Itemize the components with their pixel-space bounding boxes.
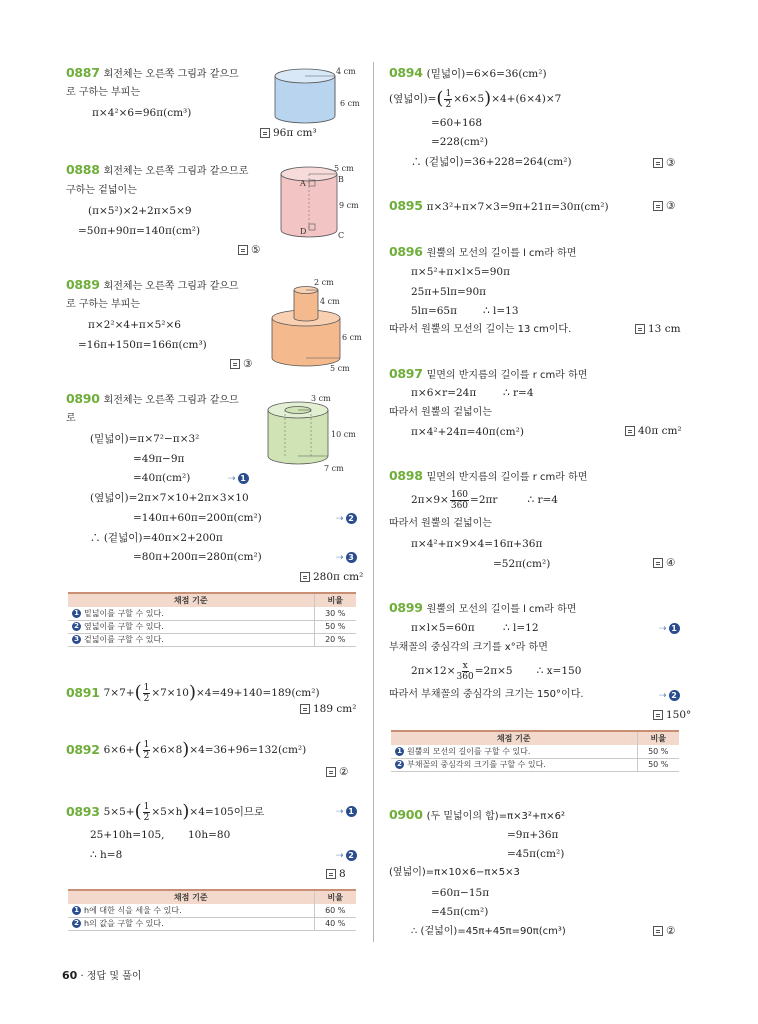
table-row: 1 h에 대한 식을 세울 수 있다. 60 % [68, 904, 356, 917]
equation: 25+10h=105, [90, 829, 165, 841]
problem-number: 0899 [389, 600, 423, 615]
step-marker: ⇢ 1 [336, 806, 357, 817]
radius-label: 5 cm [330, 364, 350, 373]
explanation-line: 원뿔의 모선의 길이를 l cm라 하면 [426, 248, 577, 259]
table-row: 3 겉넓이를 구할 수 있다. 20 % [68, 633, 356, 646]
answer: 8 [326, 868, 346, 880]
height-label: 6 cm [342, 333, 362, 342]
problem-number: 0887 [66, 65, 100, 80]
problem-number: 0888 [66, 162, 100, 177]
explanation-line: 밑면의 반지름의 길이를 r cm라 하면 [426, 370, 588, 381]
problem-number: 0900 [389, 807, 423, 822]
hollow-cylinder-figure [264, 392, 364, 476]
height-label: 10 cm [331, 430, 356, 439]
answer: ③ [230, 358, 252, 370]
grading-table-0893 [68, 889, 356, 931]
stacked-cylinder-figure [268, 278, 368, 374]
table-row: 2 부채꼴의 중심각의 크기를 구할 수 있다. 50 % [391, 758, 679, 771]
equation: π×5²+π×l×5=90π [411, 266, 510, 278]
explanation-line: 로 [66, 413, 76, 424]
table-row: 2 h의 값을 구할 수 있다. 40 % [68, 917, 356, 930]
problem-number: 0889 [66, 277, 100, 292]
page-footer [62, 967, 142, 982]
step-marker: ⇢ 2 [659, 690, 680, 701]
equation: =40π(cm²) [133, 472, 191, 484]
problem-number: 0896 [389, 244, 423, 259]
equation: (π×5²)×2+2π×5×9 [88, 205, 192, 217]
explanation-line: 로 구하는 부피는 [66, 87, 140, 98]
point-label: D [300, 227, 307, 236]
answer: ③ [653, 200, 675, 212]
cylinder-figure [270, 66, 365, 128]
equation: ∴ (겉넓이)=36+228=264(cm²) [411, 156, 572, 168]
equation: =9π+36π [507, 829, 559, 841]
right-column: 0894 (밑넓이)=6×6=36(cm²) (옆넓이)= ( $\frac{1}{2}$ ×6×5 ) ×4+(6×4)×7 =60+168 =228(cm²) ∴ (겉넓이)=36+228=264(cm²) ③ 0895 π×3²+π×7×3=9π+21π=30π(cm²) ③ 0896 원뿔의 모선의 길이를 l cm라 하면 π×5²+π×l×5=90π 25π+5lπ=90π 5lπ=65π ∴ l=13 따라서 원뿔의 모선의 길이는 13 cm이다. 13 cm 0897 밑면의 반지름의 길이를 r cm라 하면 π×6×r=24π ∴ r=4 따라서 원뿔의 겉넓이는 π×4²+24π=40π(cm²) 40π cm² 0898 밑면의 반지름의 길이를 r cm라 하면 2π×9× $\frac{160}{360}$ =2πr ∴ r=4 따라서 원뿔의 겉넓이는 π×4²+π×9×4=16π+36π =52π(cm²) ④ 0899 원뿔의 모선의 길이를 l cm라 하면 π×l×5=60π ∴ l=12 ⇢ 1 부채꼴의 중심각의 크기를 x°라 하면 2π×12× $\frac{x}{360}$ =2π×5 ∴ x=150 따라서 부채꼴의 중심각의 크기는 150°이다. ⇢ 2 150° 채점 기준 비율 1 원뿔의 모선의 길이를 구할 수 있다. 50 % 2 부채꼴의 중심각의 크기를 구할 수 있다. 50 % 0900 (두 밑넓이의 합)=π×3²+π×6² =9π+36π =45π(cm²) (옆넓이)=π×10×6−π×5×3 =60π−15π =45π(cm²) ∴ (겉넓이)=45π+45π=90π(cm³) ② [389, 65, 692, 937]
equation: =228(cm²) [431, 136, 489, 148]
answer-icon [625, 426, 635, 436]
equation: (옆넓이)=π×10×6−π×5×3 [389, 867, 520, 878]
problem-number: 0891 [66, 685, 100, 700]
problem-number: 0897 [389, 366, 423, 381]
equation: =50π+90π=140π(cm²) [78, 225, 201, 237]
equation: ∴ (겉넓이)=40π×2+200π [90, 532, 223, 544]
equation: 25π+5lπ=90π [411, 286, 487, 298]
table-row: 1 밑넓이를 구할 수 있다. 30 % [68, 607, 356, 620]
equation: ∴ l=13 [483, 305, 519, 317]
height-label: 9 cm [339, 201, 359, 210]
table-header: 비율 [637, 731, 679, 745]
answer: ③ [653, 157, 675, 169]
table-header: 채점 기준 [68, 593, 314, 607]
problem-number: 0890 [66, 391, 100, 406]
equation: =60+168 [431, 117, 482, 129]
equation: ∴ (겉넓이)=45π+45π=90π(cm³) [411, 926, 566, 937]
radius-label: 7 cm [324, 464, 344, 473]
answer: 96π cm³ [260, 127, 317, 139]
answer-icon [260, 128, 270, 138]
table-header: 채점 기준 [391, 731, 637, 745]
equation: (밑넓이)=π×7²−π×3² [90, 433, 200, 445]
step-marker: ⇢ 1 [228, 473, 249, 484]
equation: 6×6+ [103, 744, 135, 756]
answer: ② [326, 766, 348, 778]
answer: 13 cm [635, 323, 681, 335]
answer-icon [238, 245, 248, 255]
equation: π×3²+π×7×3=9π+21π=30π(cm²) [426, 201, 609, 213]
equation: (밑넓이)=6×6=36(cm²) [426, 68, 547, 80]
equation: 5lπ=65π [411, 305, 457, 317]
step-marker: ⇢ 1 [659, 623, 680, 634]
equation: (옆넓이)= [389, 93, 437, 105]
footer-title: 정답 및 풀이 [86, 971, 142, 982]
point-label: B [338, 175, 344, 184]
table-header: 비율 [314, 890, 356, 904]
answer-icon [230, 359, 240, 369]
explanation-line: 따라서 원뿔의 모선의 길이는 13 cm이다. [389, 324, 572, 335]
cylinder-figure [276, 162, 366, 244]
explanation-line: 회전체는 오른쪽 그림과 같으므 [103, 395, 239, 406]
explanation-line: 회전체는 오른쪽 그림과 같으므로 [103, 166, 249, 177]
equation: =140π+60π=200π(cm²) [133, 512, 262, 524]
grading-table-0890 [68, 592, 356, 647]
point-label: C [338, 231, 345, 240]
equation: =45π(cm²) [431, 906, 489, 918]
step-marker: ⇢ 2 [336, 513, 357, 524]
problem-number: 0895 [389, 198, 423, 213]
equation: =16π+150π=166π(cm³) [78, 339, 207, 351]
table-row: 1 원뿔의 모선의 길이를 구할 수 있다. 50 % [391, 745, 679, 758]
equation: (옆넓이)=2π×7×10+2π×3×10 [90, 492, 249, 504]
equation: π×4²+24π=40π(cm²) [411, 426, 524, 438]
problem-0887 [0, 0, 373, 150]
equation: ∴ r=4 [503, 387, 534, 399]
step-marker: ⇢ 2 [336, 850, 357, 861]
explanation-line: 회전체는 오른쪽 그림과 같으므 [103, 69, 239, 80]
explanation-line: 따라서 부채꼴의 중심각의 크기는 150°이다. [389, 689, 584, 700]
page-number: 60 [62, 969, 78, 982]
equation: ∴ l=12 [503, 622, 539, 634]
equation: π×2²×4+π×5²×6 [88, 319, 181, 331]
answer: ⑤ [238, 244, 260, 256]
answer-icon [653, 558, 663, 568]
equation: 7×7+ [103, 687, 135, 699]
left-column: 0887 회전체는 오른쪽 그림과 같으므 로 구하는 부피는 π×4²×6=96π(cm³) 96π cm³ 4 cm 6 cm 0888 회전체는 오른쪽 그림과 같으므로 구하는 겉넓이는 (π×5²)×2+2π×5×9 =50π+90π=140π(cm²) ⑤ 5 cm 9 cm A B C D 0889 회전체는 오른쪽 그림과 같으므 로 구하는 부피는 π×2²×4+π×5²×6 =16π+150π=166π(cm³) ③ 2 cm 4 cm 6 cm 5 cm 0890 회전체는 오른쪽 그림과 같으므 로 (밑넓이)=π×7²−π×3² =49π−9π =40π(cm²) ⇢ 1 (옆넓이)=2π×7×10+2π×3×10 =140π+60π=200π(cm²) ⇢ 2 ∴ (겉넓이)=40π×2+200π =80π+200π=280π(cm²) ⇢ 3 280π cm² 3 cm 10 cm 7 cm 채점 기준 비율 1 밑넓이를 구할 수 있다. 30 % 2 옆넓이를 구할 수 있다. 50 % 3 겉넓이를 구할 수 있다. 20 % 0891 7×7+ ( $\frac{1}{2}$ ×7×10 ) ×4=49+140=189(cm²) 189 cm² 0892 6×6+ ( $\frac{1}{2}$ ×6×8 ) ×4=36+96=132(cm²) ② 0893 5×5+ ( $\frac{1}{2}$ ×5×h ) ×4=105이므로 ⇢ 1 25+10h=105, 10h=80 ∴ h=8 ⇢ 2 8 채점 기준 비율 1 h에 대한 식을 세울 수 있다. 60 % 2 h의 값을 구할 수 있다. 40 % [0, 0, 373, 1024]
problem-number: 0898 [389, 468, 423, 483]
answer: 189 cm² [300, 703, 356, 715]
answer-icon [653, 201, 663, 211]
equation: 2π×12× [411, 665, 456, 677]
equation: =60π−15π [431, 887, 490, 899]
equation: =45π(cm²) [507, 848, 565, 860]
explanation-line: 따라서 원뿔의 겉넓이는 [389, 407, 492, 418]
radius-label: 2 cm [314, 278, 334, 287]
answer: 280π cm² [300, 571, 363, 583]
equation: ∴ h=8 [90, 849, 123, 861]
answer-icon [300, 572, 310, 582]
explanation-line: 로 구하는 부피는 [66, 299, 140, 310]
equation: =49π−9π [133, 453, 185, 465]
answer-icon [653, 158, 663, 168]
equation: π×4²+π×9×4=16π+36π [411, 538, 543, 550]
answer-icon [635, 324, 645, 334]
answer: 40π cm² [625, 425, 682, 437]
answer: 150° [653, 709, 691, 721]
equation: (두 밑넓이의 합)=π×3²+π×6² [426, 811, 566, 822]
radius-label: 3 cm [311, 394, 331, 403]
equation: π×4²×6=96π(cm³) [92, 107, 192, 119]
grading-table-0899 [391, 730, 679, 772]
step-marker: ⇢ 3 [336, 552, 357, 563]
problem-number: 0892 [66, 742, 100, 757]
equation: 5×5+ [103, 806, 135, 818]
answer-icon [326, 869, 336, 879]
equation: π×6×r=24π [411, 387, 477, 399]
point-label: A [300, 179, 306, 188]
explanation-line: 따라서 원뿔의 겉넓이는 [389, 518, 492, 529]
equation: =52π(cm²) [493, 558, 551, 570]
explanation-line: 부채꼴의 중심각의 크기를 x°라 하면 [389, 642, 548, 653]
problem-number: 0893 [66, 804, 100, 819]
answer: ④ [653, 557, 675, 569]
height-label: 4 cm [320, 297, 340, 306]
radius-label: 5 cm [334, 164, 354, 173]
equation: 2π×9× [411, 494, 449, 506]
table-row: 2 옆넓이를 구할 수 있다. 50 % [68, 620, 356, 633]
radius-label: 4 cm [336, 67, 356, 76]
explanation-line: 회전체는 오른쪽 그림과 같으므 [103, 281, 239, 292]
footer-separator: · [80, 971, 84, 982]
height-label: 6 cm [340, 99, 360, 108]
equation: =80π+200π=280π(cm²) [133, 551, 262, 563]
explanation-line: 밑면의 반지름의 길이를 r cm라 하면 [426, 472, 588, 483]
equation: π×l×5=60π [411, 622, 475, 634]
table-header: 채점 기준 [68, 890, 314, 904]
answer-icon [653, 926, 663, 936]
answer: ② [653, 925, 675, 937]
answer-icon [300, 704, 310, 714]
table-header: 비율 [314, 593, 356, 607]
problem-number: 0894 [389, 65, 423, 80]
answer-icon [653, 710, 663, 720]
equation: 10h=80 [188, 829, 231, 841]
answer-icon [326, 767, 336, 777]
explanation-line: 구하는 겉넓이는 [66, 185, 137, 196]
explanation-line: 원뿔의 모선의 길이를 l cm라 하면 [426, 604, 577, 615]
